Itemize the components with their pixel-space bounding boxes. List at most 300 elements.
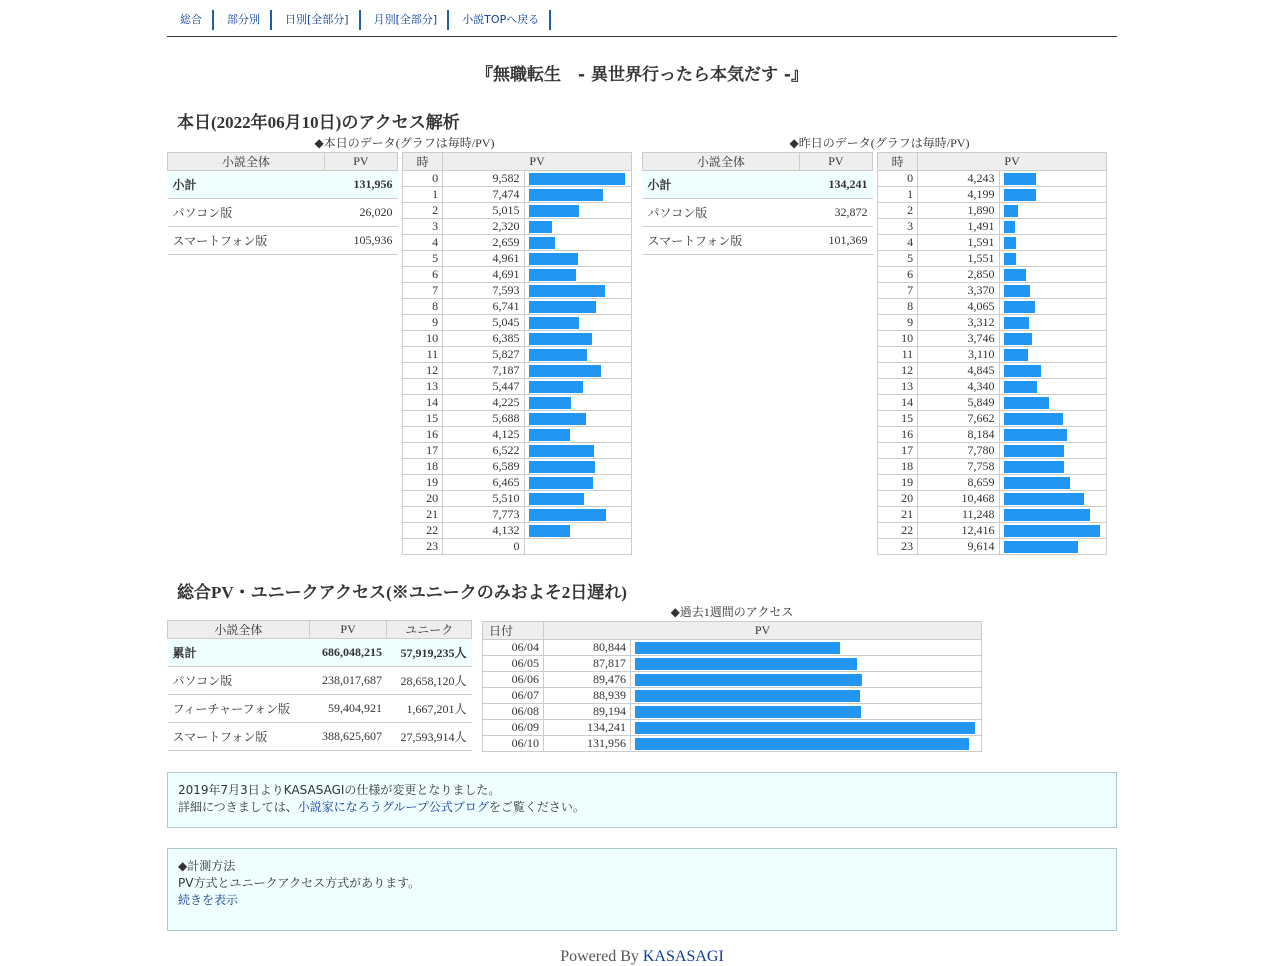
- hour-value: 7,474: [443, 187, 524, 203]
- hour-row: [403, 507, 632, 523]
- hour-row: [878, 283, 1107, 299]
- hour-label: 17: [878, 443, 918, 459]
- hour-value: 1,890: [918, 203, 999, 219]
- hour-row: [878, 491, 1107, 507]
- hour-label: 13: [403, 379, 443, 395]
- nav-novel-top[interactable]: 小説TOPへ戻る: [447, 10, 551, 30]
- col-header: PV: [443, 153, 632, 171]
- hour-row: [878, 395, 1107, 411]
- bar-cell: [999, 283, 1106, 299]
- bar-cell: [524, 475, 631, 491]
- hour-row: [878, 331, 1107, 347]
- hour-value: 4,243: [918, 171, 999, 187]
- summary-row: [643, 227, 873, 255]
- bar-cell: [999, 171, 1106, 187]
- hour-row: [878, 411, 1107, 427]
- hour-value: 4,340: [918, 379, 999, 395]
- method-box: [167, 848, 1117, 931]
- hour-label: 3: [878, 219, 918, 235]
- pv-bar: [1004, 333, 1033, 345]
- bar-cell: [524, 539, 631, 555]
- col-header: 時: [878, 153, 918, 171]
- hour-label: 12: [403, 363, 443, 379]
- total-row: [168, 639, 472, 667]
- date-label: 06/08: [483, 704, 544, 720]
- hour-row: [403, 411, 632, 427]
- pv-bar: [529, 381, 584, 393]
- footer: [167, 948, 1117, 966]
- hour-row: [878, 427, 1107, 443]
- bar-cell: [524, 411, 631, 427]
- hour-value: 4,132: [443, 523, 524, 539]
- col-header: 小説全体: [643, 153, 800, 171]
- hour-label: 8: [403, 299, 443, 315]
- bar-cell: [999, 203, 1106, 219]
- hour-value: 11,248: [918, 507, 999, 523]
- col-header: 小説全体: [168, 621, 310, 639]
- pv-bar: [1004, 317, 1030, 329]
- hour-value: 4,691: [443, 267, 524, 283]
- bar-cell: [999, 395, 1106, 411]
- hour-value: 9,614: [918, 539, 999, 555]
- bar-cell: [524, 171, 631, 187]
- summary-row: [643, 171, 873, 199]
- pv-bar: [1004, 381, 1038, 393]
- row-label: スマートフォン版: [168, 723, 310, 751]
- row-label: パソコン版: [168, 199, 325, 227]
- show-more-link[interactable]: 続きを表示: [178, 893, 239, 907]
- pv-value: 238,017,687: [309, 667, 387, 695]
- pv-bar: [529, 253, 579, 265]
- pv-bar: [635, 658, 857, 670]
- hour-value: 3,370: [918, 283, 999, 299]
- bar-cell: [999, 363, 1106, 379]
- hour-value: 6,741: [443, 299, 524, 315]
- pv-bar: [1004, 429, 1067, 441]
- week-row: [483, 640, 982, 656]
- pv-bar: [529, 317, 580, 329]
- hour-label: 11: [403, 347, 443, 363]
- col-header: 時: [403, 153, 443, 171]
- hour-value: 8,184: [918, 427, 999, 443]
- col-header: PV: [544, 622, 982, 640]
- hour-row: [403, 267, 632, 283]
- col-header: PV: [799, 153, 872, 171]
- pv-bar: [635, 642, 840, 654]
- bar-cell: [999, 331, 1106, 347]
- pv-bar: [529, 477, 594, 489]
- bar-cell: [524, 235, 631, 251]
- week-value: 80,844: [544, 640, 631, 656]
- pv-bar: [529, 429, 570, 441]
- bar-cell: [524, 427, 631, 443]
- hour-row: [403, 331, 632, 347]
- hour-row: [878, 315, 1107, 331]
- pv-bar: [1004, 205, 1019, 217]
- unique-value: 1,667,201人: [387, 695, 472, 723]
- hour-row: [403, 219, 632, 235]
- week-row: [483, 720, 982, 736]
- hour-value: 2,850: [918, 267, 999, 283]
- week-value: 131,956: [544, 736, 631, 752]
- bar-cell: [999, 347, 1106, 363]
- total-row: [168, 667, 472, 695]
- hour-row: [403, 363, 632, 379]
- col-header: PV: [309, 621, 387, 639]
- pv-bar: [529, 461, 595, 473]
- hour-label: 10: [403, 331, 443, 347]
- hour-row: [403, 299, 632, 315]
- hour-label: 23: [403, 539, 443, 555]
- total-heading: 総合PV・ユニークアクセス(※ユニークのみおよそ2日遅れ): [177, 583, 627, 602]
- hour-row: [878, 459, 1107, 475]
- pv-bar: [529, 205, 579, 217]
- hour-row: [403, 379, 632, 395]
- row-value: 26,020: [324, 199, 397, 227]
- hour-label: 2: [878, 203, 918, 219]
- hour-label: 7: [878, 283, 918, 299]
- hour-value: 1,591: [918, 235, 999, 251]
- bar-cell: [524, 363, 631, 379]
- pv-bar: [1004, 477, 1071, 489]
- col-header: PV: [324, 153, 397, 171]
- col-header: 日付: [483, 622, 544, 640]
- hour-value: 4,845: [918, 363, 999, 379]
- pv-bar: [1004, 397, 1049, 409]
- hour-label: 5: [403, 251, 443, 267]
- hour-row: [878, 187, 1107, 203]
- today-summary-table: [167, 152, 398, 255]
- hour-label: 18: [878, 459, 918, 475]
- hour-label: 0: [403, 171, 443, 187]
- row-value: 105,936: [324, 227, 397, 255]
- notice-box: [167, 772, 1117, 828]
- hour-row: [403, 283, 632, 299]
- bar-cell: [999, 491, 1106, 507]
- bar-cell: [524, 347, 631, 363]
- novel-title: 『無職転生 - 異世界行ったら本気だす -』: [476, 65, 808, 85]
- bar-cell: [524, 267, 631, 283]
- bar-cell: [999, 315, 1106, 331]
- total-row: [168, 695, 472, 723]
- hour-label: 1: [878, 187, 918, 203]
- bar-cell: [631, 704, 982, 720]
- col-header: ユニーク: [387, 621, 472, 639]
- yesterday-caption: ◆昨日のデータ(グラフは毎時/PV): [789, 136, 970, 150]
- bar-cell: [524, 219, 631, 235]
- total-table: [167, 620, 472, 751]
- hour-row: [878, 203, 1107, 219]
- bar-cell: [999, 475, 1106, 491]
- hour-row: [878, 251, 1107, 267]
- bar-cell: [999, 539, 1106, 555]
- hour-label: 0: [878, 171, 918, 187]
- week-row: [483, 672, 982, 688]
- week-row: [483, 688, 982, 704]
- bar-cell: [999, 507, 1106, 523]
- hour-label: 22: [878, 523, 918, 539]
- hour-value: 4,199: [918, 187, 999, 203]
- nav-monthly[interactable]: 月別[全部分]: [359, 10, 448, 30]
- bar-cell: [999, 235, 1106, 251]
- hour-value: 1,551: [918, 251, 999, 267]
- date-label: 06/06: [483, 672, 544, 688]
- hour-value: 1,491: [918, 219, 999, 235]
- hour-label: 23: [878, 539, 918, 555]
- bar-cell: [524, 379, 631, 395]
- hour-row: [403, 347, 632, 363]
- bar-cell: [999, 219, 1106, 235]
- hour-row: [878, 171, 1107, 187]
- pv-bar: [1004, 445, 1064, 457]
- hour-label: 9: [878, 315, 918, 331]
- week-value: 134,241: [544, 720, 631, 736]
- hour-row: [403, 491, 632, 507]
- yesterday-hourly-table: [877, 152, 1107, 555]
- hour-value: 0: [443, 539, 524, 555]
- hour-label: 19: [403, 475, 443, 491]
- week-value: 87,817: [544, 656, 631, 672]
- date-label: 06/07: [483, 688, 544, 704]
- hour-label: 4: [878, 235, 918, 251]
- hour-label: 22: [403, 523, 443, 539]
- hour-row: [878, 475, 1107, 491]
- pv-bar: [529, 237, 556, 249]
- pv-bar: [529, 269, 576, 281]
- hour-value: 3,312: [918, 315, 999, 331]
- bar-cell: [999, 523, 1106, 539]
- pv-bar: [635, 706, 861, 718]
- pv-bar: [1004, 237, 1016, 249]
- today-hourly-table: [402, 152, 632, 555]
- hour-value: 4,961: [443, 251, 524, 267]
- hour-label: 9: [403, 315, 443, 331]
- bar-cell: [524, 187, 631, 203]
- week-row: [483, 704, 982, 720]
- pv-bar: [529, 493, 584, 505]
- summary-row: [168, 227, 398, 255]
- nav-by-part[interactable]: 部分別: [212, 10, 270, 30]
- week-row: [483, 656, 982, 672]
- bar-cell: [631, 688, 982, 704]
- hour-label: 8: [878, 299, 918, 315]
- hour-label: 14: [878, 395, 918, 411]
- pv-bar: [529, 221, 552, 233]
- hour-label: 15: [403, 411, 443, 427]
- summary-row: [168, 171, 398, 199]
- pv-bar: [1004, 173, 1037, 185]
- hour-label: 6: [403, 267, 443, 283]
- week-caption: ◆過去1週間のアクセス: [670, 605, 794, 619]
- hour-label: 20: [403, 491, 443, 507]
- hour-row: [403, 171, 632, 187]
- row-label: パソコン版: [168, 667, 310, 695]
- pv-bar: [1004, 285, 1030, 297]
- pv-bar: [529, 189, 604, 201]
- pv-value: 388,625,607: [309, 723, 387, 751]
- week-row: [483, 736, 982, 752]
- row-value: 134,241: [799, 171, 872, 199]
- pv-bar: [529, 397, 571, 409]
- col-header: PV: [918, 153, 1107, 171]
- hour-label: 11: [878, 347, 918, 363]
- bar-cell: [631, 736, 982, 752]
- hour-row: [403, 459, 632, 475]
- hour-row: [878, 347, 1107, 363]
- pv-bar: [1004, 189, 1036, 201]
- hour-label: 7: [403, 283, 443, 299]
- hour-row: [403, 235, 632, 251]
- hour-value: 2,320: [443, 219, 524, 235]
- hour-value: 7,593: [443, 283, 524, 299]
- notice-line1: 2019年7月3日よりKASASAGIの仕様が変更となりました。: [178, 783, 501, 797]
- hour-value: 4,225: [443, 395, 524, 411]
- unique-value: 28,658,120人: [387, 667, 472, 695]
- hour-label: 1: [403, 187, 443, 203]
- hour-value: 7,758: [918, 459, 999, 475]
- row-value: 32,872: [799, 199, 872, 227]
- pv-bar: [529, 509, 607, 521]
- hour-value: 8,659: [918, 475, 999, 491]
- unique-value: 57,919,235人: [387, 639, 472, 667]
- hour-value: 9,582: [443, 171, 524, 187]
- bar-cell: [999, 427, 1106, 443]
- total-row: [168, 723, 472, 751]
- kasasagi-link[interactable]: KASASAGI: [642, 948, 724, 965]
- pv-bar: [635, 674, 862, 686]
- hour-label: 14: [403, 395, 443, 411]
- row-label: スマートフォン版: [168, 227, 325, 255]
- pv-bar: [529, 285, 605, 297]
- hour-row: [403, 203, 632, 219]
- row-label: フィーチャーフォン版: [168, 695, 310, 723]
- hour-label: 6: [878, 267, 918, 283]
- bar-cell: [524, 523, 631, 539]
- week-value: 88,939: [544, 688, 631, 704]
- hour-label: 15: [878, 411, 918, 427]
- top-nav: [167, 10, 551, 30]
- row-value: 131,956: [324, 171, 397, 199]
- hour-label: 16: [403, 427, 443, 443]
- hour-row: [403, 251, 632, 267]
- nav-overall[interactable]: 総合: [180, 13, 202, 26]
- hour-value: 7,780: [918, 443, 999, 459]
- bar-cell: [999, 267, 1106, 283]
- pv-bar: [529, 333, 593, 345]
- pv-bar: [1004, 541, 1078, 553]
- hour-label: 21: [878, 507, 918, 523]
- pv-bar: [529, 413, 586, 425]
- hour-row: [878, 539, 1107, 555]
- hour-value: 12,416: [918, 523, 999, 539]
- hour-row: [878, 363, 1107, 379]
- pv-bar: [1004, 365, 1041, 377]
- bar-cell: [524, 395, 631, 411]
- row-label: 小計: [643, 171, 800, 199]
- date-label: 06/10: [483, 736, 544, 752]
- date-label: 06/09: [483, 720, 544, 736]
- hour-value: 6,465: [443, 475, 524, 491]
- hour-value: 4,065: [918, 299, 999, 315]
- hour-row: [878, 267, 1107, 283]
- pv-bar: [529, 525, 570, 537]
- bar-cell: [631, 720, 982, 736]
- hour-row: [878, 379, 1107, 395]
- bar-cell: [999, 379, 1106, 395]
- today-caption: ◆本日のデータ(グラフは毎時/PV): [314, 136, 495, 150]
- hour-row: [403, 539, 632, 555]
- hour-label: 18: [403, 459, 443, 475]
- hour-value: 5,827: [443, 347, 524, 363]
- divider: [167, 36, 1117, 37]
- hour-label: 13: [878, 379, 918, 395]
- method-text: PV方式とユニークアクセス方式があります。: [178, 876, 421, 890]
- pv-bar: [635, 722, 975, 734]
- hour-value: 5,045: [443, 315, 524, 331]
- pv-bar: [1004, 349, 1028, 361]
- bar-cell: [631, 640, 982, 656]
- hour-label: 3: [403, 219, 443, 235]
- pv-value: 686,048,215: [309, 639, 387, 667]
- pv-bar: [1004, 525, 1100, 537]
- yesterday-summary-table: [642, 152, 873, 255]
- pv-bar: [529, 365, 601, 377]
- hour-label: 20: [878, 491, 918, 507]
- pv-bar: [1004, 413, 1063, 425]
- hour-value: 5,447: [443, 379, 524, 395]
- hour-row: [403, 443, 632, 459]
- pv-value: 59,404,921: [309, 695, 387, 723]
- week-value: 89,476: [544, 672, 631, 688]
- pv-bar: [1004, 509, 1091, 521]
- hour-row: [403, 427, 632, 443]
- hour-row: [403, 395, 632, 411]
- bar-cell: [999, 459, 1106, 475]
- week-table: [482, 621, 982, 752]
- bar-cell: [631, 656, 982, 672]
- hour-value: 7,662: [918, 411, 999, 427]
- hour-row: [403, 187, 632, 203]
- bar-cell: [524, 331, 631, 347]
- hour-value: 7,187: [443, 363, 524, 379]
- hour-row: [403, 315, 632, 331]
- bar-cell: [524, 443, 631, 459]
- hour-value: 3,110: [918, 347, 999, 363]
- bar-cell: [999, 299, 1106, 315]
- summary-row: [168, 199, 398, 227]
- official-blog-link[interactable]: 小説家になろうグループ公式ブログ: [297, 800, 489, 814]
- bar-cell: [524, 283, 631, 299]
- pv-bar: [529, 445, 594, 457]
- footer-text: Powered By: [560, 948, 643, 965]
- pv-bar: [1004, 269, 1026, 281]
- row-label: スマートフォン版: [643, 227, 800, 255]
- pv-bar: [1004, 461, 1064, 473]
- hour-row: [403, 475, 632, 491]
- bar-cell: [524, 491, 631, 507]
- hour-row: [878, 219, 1107, 235]
- hour-value: 3,746: [918, 331, 999, 347]
- hour-value: 5,510: [443, 491, 524, 507]
- hour-label: 19: [878, 475, 918, 491]
- hour-value: 5,015: [443, 203, 524, 219]
- col-header: 小説全体: [168, 153, 325, 171]
- nav-daily[interactable]: 日別[全部分]: [270, 10, 359, 30]
- pv-bar: [1004, 253, 1016, 265]
- summary-row: [643, 199, 873, 227]
- hour-value: 10,468: [918, 491, 999, 507]
- notice-text: をご覧ください。: [488, 800, 585, 814]
